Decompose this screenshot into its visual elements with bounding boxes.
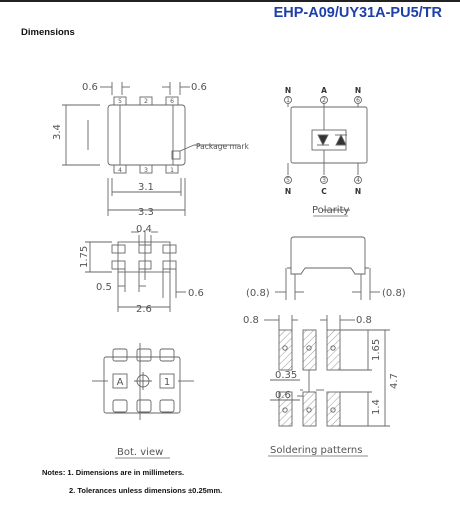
solder-pad-6 (327, 392, 340, 426)
polarity-top-label-1: N (284, 86, 292, 95)
diode-symbol-1 (318, 135, 328, 145)
solder-left-label: 0.8 (243, 315, 259, 326)
solder-pad-5 (303, 392, 316, 426)
solder-right-label: 0.8 (356, 315, 372, 326)
diode-symbol-2 (336, 135, 346, 145)
top-width-inner-label: 3.1 (138, 182, 154, 193)
package-mark-label: Package mark (196, 142, 249, 151)
bottom-view-caption: Bot. view (117, 447, 164, 458)
polarity-pin-bottom-2: 3 (322, 177, 326, 184)
bottom-view (92, 343, 194, 420)
polarity-top-label-2: A (321, 86, 327, 95)
side-width-label: 2.6 (136, 304, 152, 315)
polarity-caption: Polarity (312, 205, 350, 216)
top-pin-6: 6 (170, 98, 174, 105)
top-pin-1: 1 (170, 167, 174, 174)
end-left-label: (0.8) (246, 288, 270, 299)
polarity-bottom-label-2: C (321, 187, 327, 196)
solder-pad-width-label: 0.6 (275, 390, 291, 401)
polarity-pin-top-2: 2 (322, 97, 326, 104)
side-top-label: 0.4 (136, 224, 152, 235)
polarity-top-label-3: N (354, 86, 362, 95)
side-right-label: 0.6 (188, 288, 204, 299)
top-pitch-right-label: 0.6 (191, 82, 207, 93)
polarity-pin-bottom-1: 5 (286, 177, 290, 184)
part-number-title: EHP-A09/UY31A-PU5/TR (273, 5, 442, 21)
top-pin-4: 4 (118, 167, 122, 174)
solder-lower-height-label: 1.4 (371, 399, 382, 415)
section-title: Dimensions (21, 27, 75, 38)
polarity-pin-bottom-3: 4 (356, 177, 360, 184)
solder-total-height-label: 4.7 (389, 373, 400, 389)
top-pitch-left-label: 0.6 (82, 82, 98, 93)
side-height-label: 1.75 (79, 245, 90, 268)
bottom-mark-a: A (116, 377, 124, 388)
note-1: Notes: 1. Dimensions are in millimeters. (42, 468, 185, 477)
notes-block (42, 464, 222, 500)
solder-pad-height-label: 1.65 (371, 338, 382, 361)
top-width-outer-label: 3.3 (138, 207, 154, 218)
end-right-label: (0.8) (382, 288, 406, 299)
soldering-caption: Soldering patterns (270, 445, 363, 456)
note-2: 2. Tolerances unless dimensions ±0.25mm. (69, 486, 223, 495)
solder-gap-label: 0.35 (275, 370, 298, 381)
side-gap-label: 0.5 (96, 282, 112, 293)
polarity-bottom-label-3: N (354, 187, 362, 196)
side-view (85, 230, 186, 312)
polarity-pin-top-3: 6 (356, 97, 360, 104)
top-pin-3: 3 (144, 167, 148, 174)
bottom-mark-1: 1 (163, 377, 171, 388)
polarity-pin-top-1: 1 (286, 97, 290, 104)
top-height-label: 3.4 (52, 124, 63, 140)
polarity-bottom-label-1: N (284, 187, 292, 196)
top-pin-5: 5 (118, 98, 122, 105)
top-pin-2: 2 (144, 98, 148, 105)
end-view (275, 237, 380, 300)
